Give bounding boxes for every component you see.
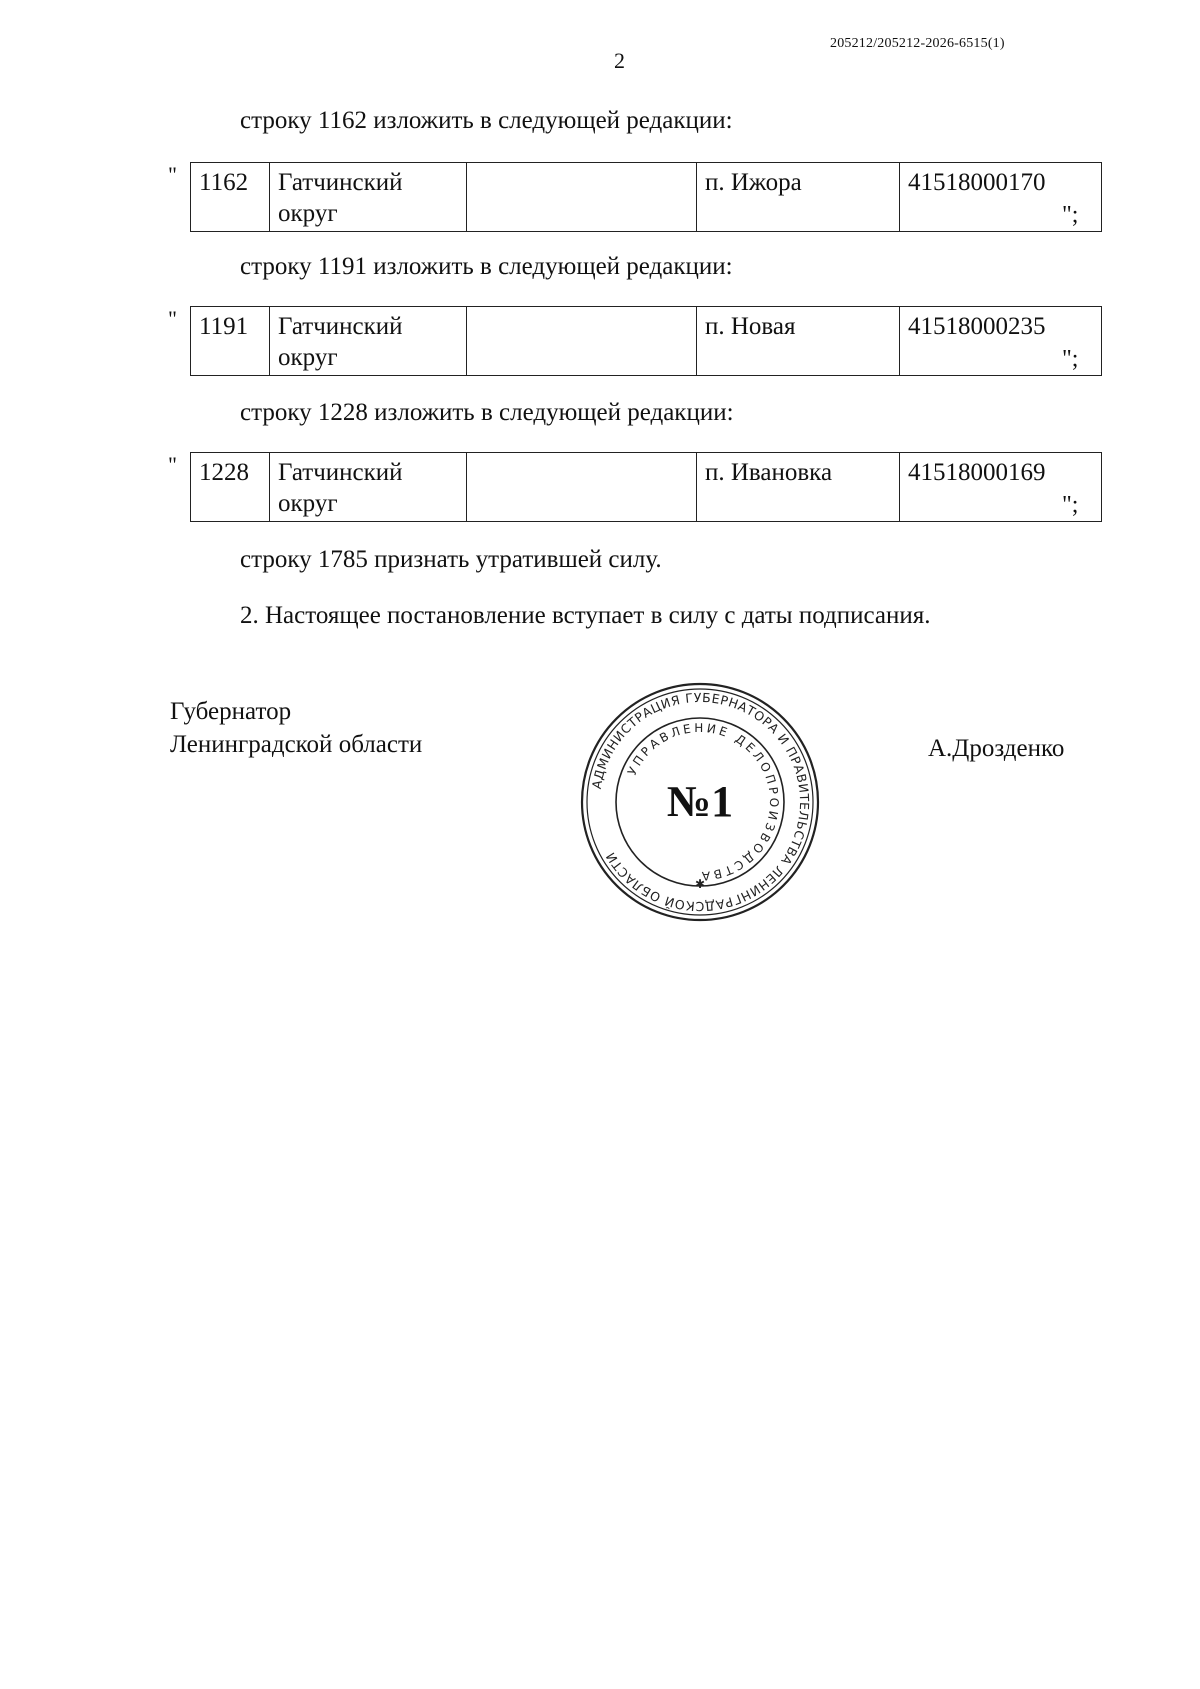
amendment-table-1191 <box>190 306 1102 376</box>
settlement-cell: п. Ивановка <box>697 453 900 522</box>
repeal-paragraph: строку 1785 признать утратившей силу. <box>240 546 662 573</box>
empty-cell <box>467 163 697 232</box>
amendment-intro-1191: строку 1191 изложить в следующей редакции: <box>240 253 733 280</box>
signatory-title <box>170 695 422 761</box>
oktmo-code-cell: 41518000170 <box>900 163 1102 232</box>
empty-cell <box>467 453 697 522</box>
quote-close: "; <box>1062 346 1079 372</box>
empty-cell <box>467 307 697 376</box>
district-line1: Гатчинский <box>278 169 403 196</box>
oktmo-code-cell: 41518000235 <box>900 307 1102 376</box>
document-id: 205212/205212-2026-6515(1) <box>830 36 1005 51</box>
signatory-name: А.Дрозденко <box>928 735 1065 762</box>
signatory-title-line2: Ленинградской области <box>170 731 423 758</box>
seal-inner-text: УПРАВЛЕНИЕ ДЕЛОПРОИЗВОДСТВА <box>624 720 782 884</box>
district-cell <box>270 453 467 522</box>
table-row <box>191 453 1102 522</box>
row-number-cell: 1191 <box>191 307 270 376</box>
district-line2: округ <box>278 490 338 517</box>
seal-star-icon: ✱ <box>694 877 706 891</box>
quote-close: "; <box>1062 492 1079 518</box>
table-row <box>191 307 1102 376</box>
signatory-title-line1: Губернатор <box>170 698 292 725</box>
settlement-cell: п. Новая <box>697 307 900 376</box>
district-cell <box>270 307 467 376</box>
district-line1: Гатчинский <box>278 459 403 486</box>
amendment-table-1162 <box>190 162 1102 232</box>
table-row <box>191 163 1102 232</box>
seal-outer-text: АДМИНИСТРАЦИЯ ГУБЕРНАТОРА И ПРАВИТЕЛЬСТВА ЛЕНИНГРАДСКОЙ ОБЛАСТИ <box>588 689 813 915</box>
official-seal-stamp <box>578 680 822 924</box>
page-number: 2 <box>614 48 625 73</box>
quote-close: "; <box>1062 202 1079 228</box>
district-line2: округ <box>278 200 338 227</box>
amendment-table-1228 <box>190 452 1102 522</box>
district-line1: Гатчинский <box>278 313 403 340</box>
clause-2-paragraph: 2. Настоящее постановление вступает в силу с даты подписания. <box>240 602 931 629</box>
quote-open: " <box>168 162 177 187</box>
quote-open: " <box>168 306 177 331</box>
oktmo-code-cell: 41518000169 <box>900 453 1102 522</box>
amendment-intro-1162: строку 1162 изложить в следующей редакции: <box>240 107 733 134</box>
district-cell <box>270 163 467 232</box>
row-number-cell: 1228 <box>191 453 270 522</box>
row-number-cell: 1162 <box>191 163 270 232</box>
amendment-intro-1228: строку 1228 изложить в следующей редакции: <box>240 399 734 426</box>
seal-center-number: №1 <box>666 777 734 826</box>
settlement-cell: п. Ижора <box>697 163 900 232</box>
district-line2: округ <box>278 344 338 371</box>
quote-open: " <box>168 452 177 477</box>
